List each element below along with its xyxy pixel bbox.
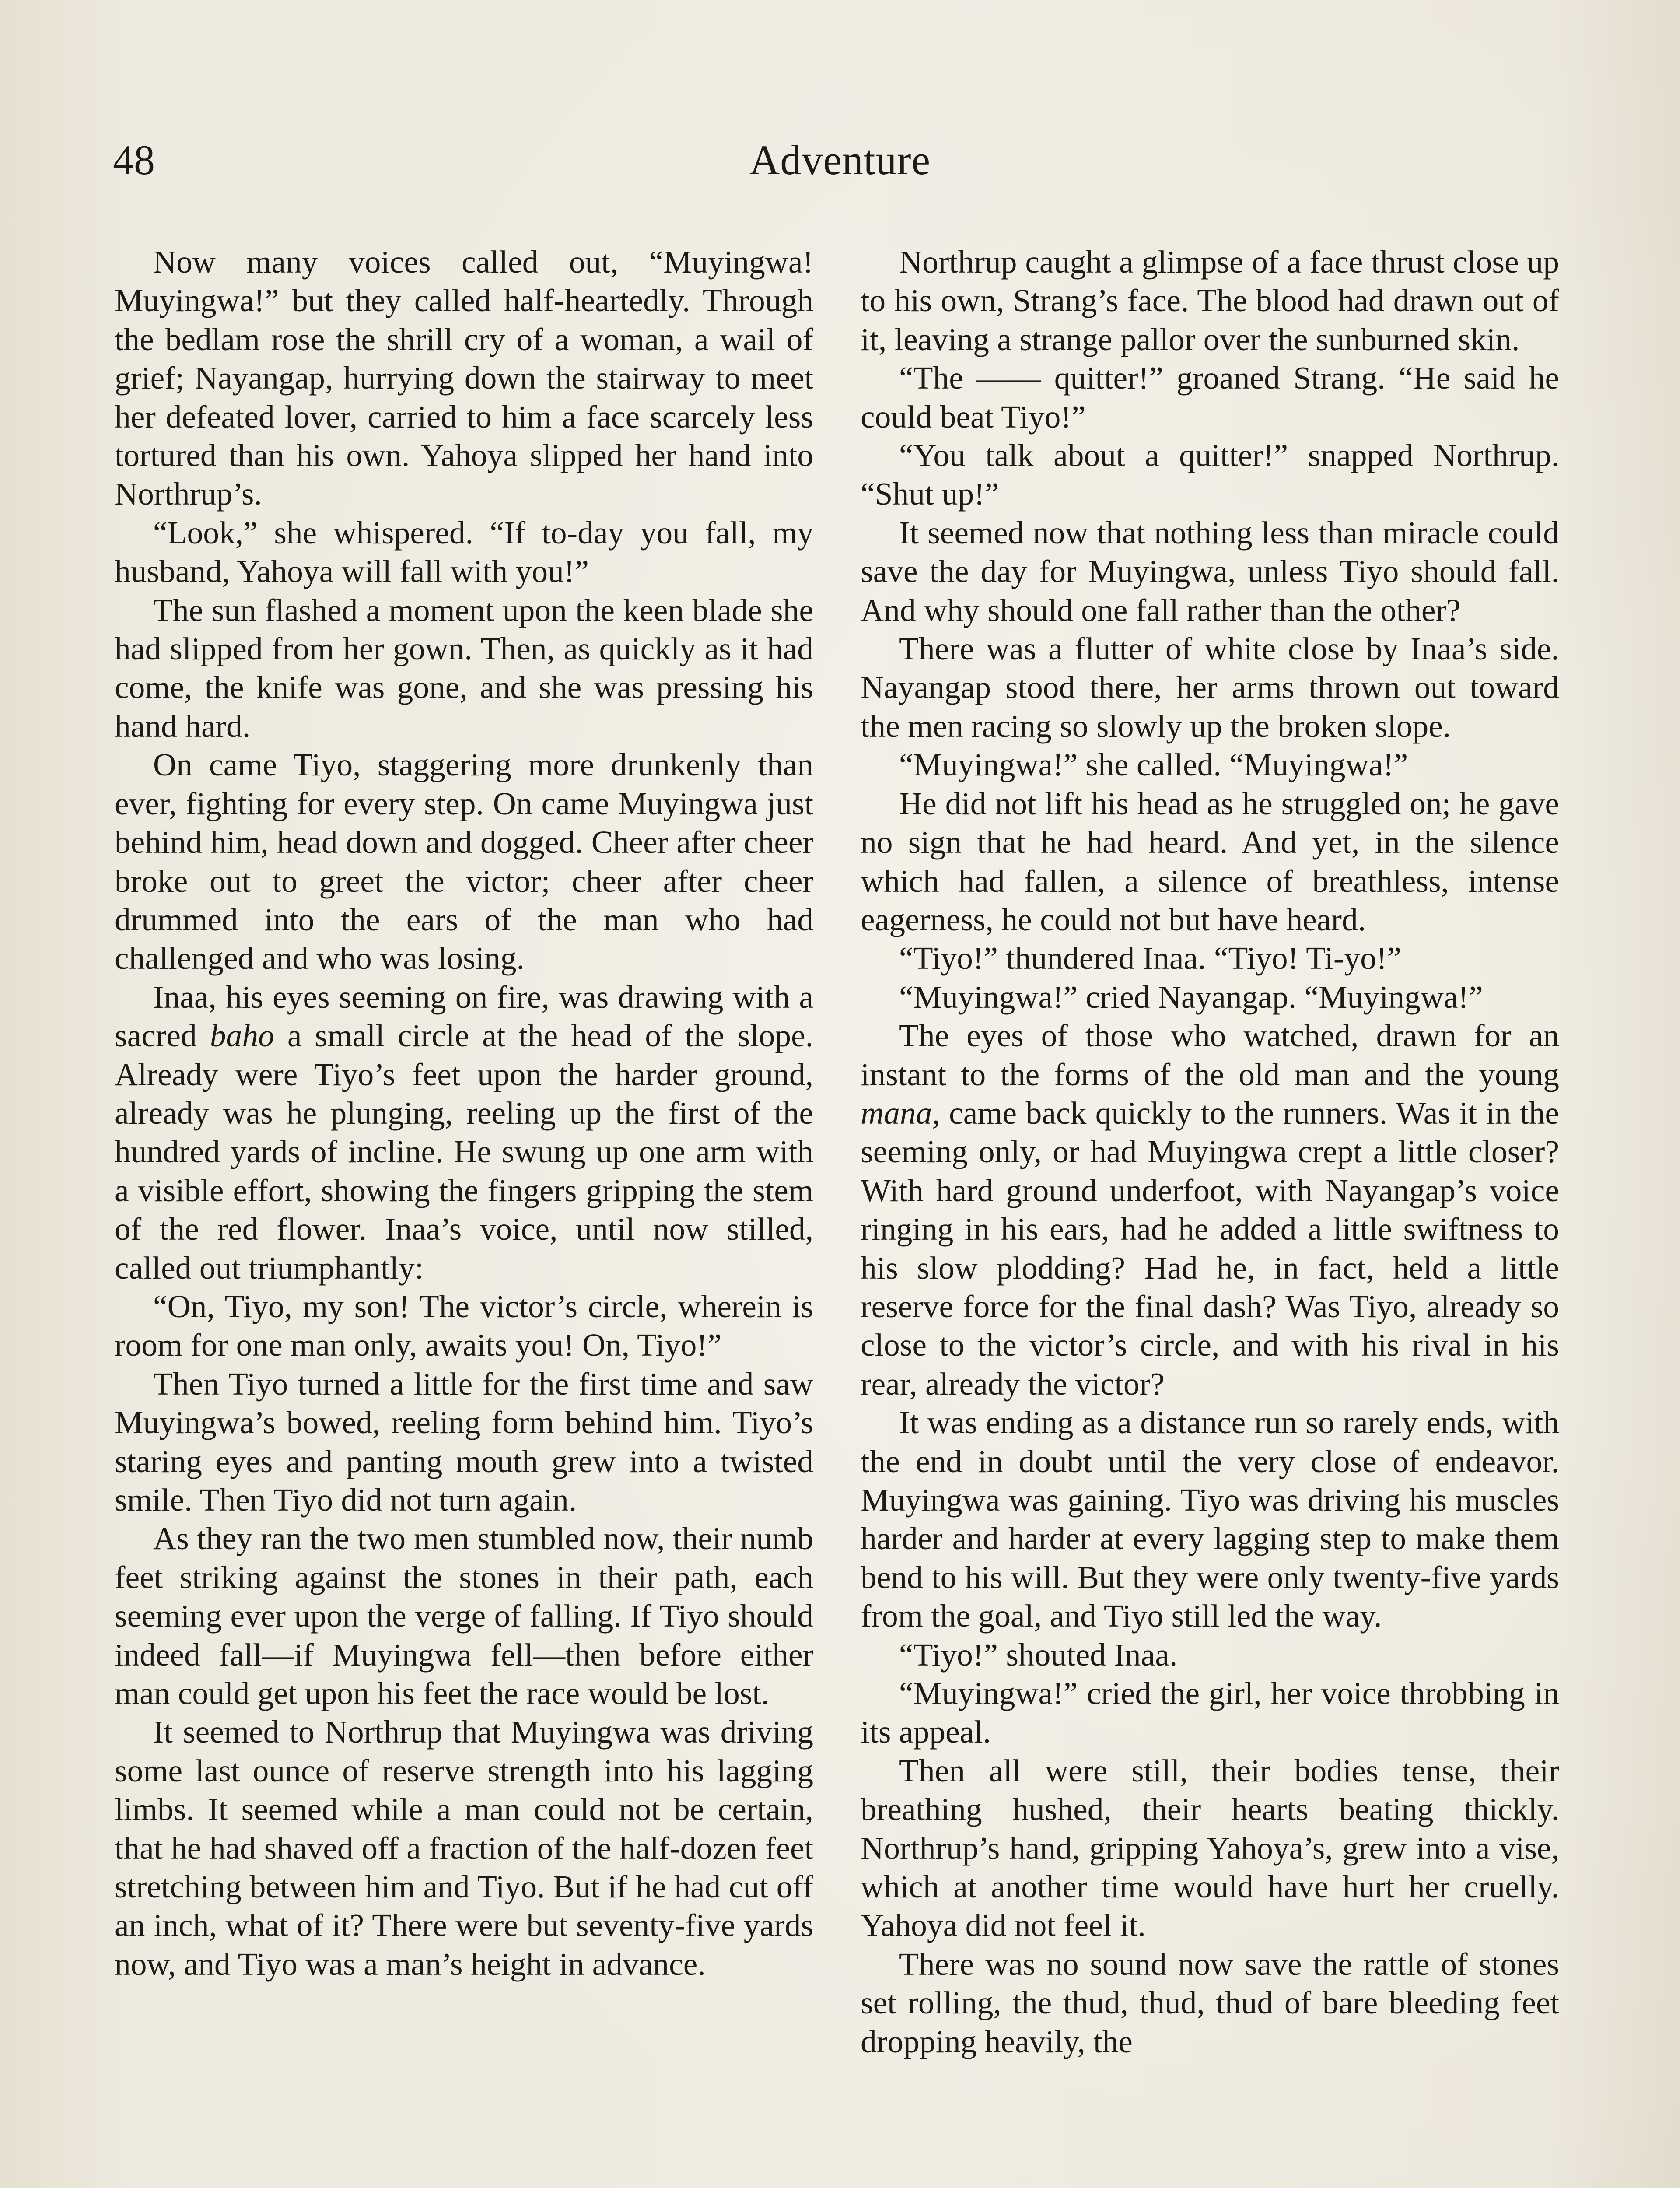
paragraph: “Muyingwa!” cried the girl, her voice throbbing in its appeal.: [861, 1676, 1559, 1750]
paragraph: “Tiyo!” thundered Inaa. “Tiyo! Ti-yo!”: [899, 940, 1402, 976]
paragraph: “Muyingwa!” cried Nayangap. “Muyingwa!”: [899, 979, 1483, 1015]
paragraph: Then Tiyo turned a little for the first time and saw Muyingwa’s bowed, reeling form behind him. Tiyo’s staring eyes and panting mouth grew into a twisted smile. Then Tiyo did not turn again.: [115, 1366, 813, 1518]
paragraph: “The —— quitter!” groaned Strang. “He said he could beat Tiyo!”: [861, 360, 1559, 435]
paragraph: On came Tiyo, staggering more drunkenly than ever, fighting for every step. On came Muyingwa just behind him, head down and dogged. Cheer after cheer broke out to greet the victor; cheer after cheer drummed into the ears of the man who had challenged and who was losing.: [115, 747, 813, 976]
paragraph: Now many voices called out, “Muyingwa! Muyingwa!” but they called half-heartedly. Through the bedlam rose the shrill cry of a woman, a wail of grief; Nayangap, hurrying down the stairway to meet her defeated lover, carried to him a face scarcely less tortured than his own. Yahoya slipped her hand into Northrup’s.: [115, 244, 813, 512]
paragraph: There was no sound now save the rattle of stones set rolling, the thud, thud, thud of bare bleeding feet dropping heavily, the: [861, 1946, 1559, 2059]
paragraph: He did not lift his head as he struggled on; he gave no sign that he had heard. And yet, in the silence which had fallen, a silence of breathless, intense eagerness, he could not but have heard.: [861, 785, 1559, 937]
paragraph: Then all were still, their bodies tense, their breathing hushed, their hearts beating thickly. Northrup’s hand, gripping Yahoya’s, grew into a vise, which at another time would have hurt her cruelly. Yahoya did not feel it.: [861, 1753, 1559, 1943]
paragraph: “Look,” she whispered. “If to-day you fall, my husband, Yahoya will fall with you!”: [115, 515, 813, 589]
paragraph: “Tiyo!” shouted Inaa.: [899, 1637, 1178, 1673]
paragraph: “On, Tiyo, my son! The victor’s circle, wherein is room for one man only, awaits you! On, Tiyo!”: [115, 1288, 813, 1363]
paragraph: Northrup caught a glimpse of a face thrust close up to his own, Strang’s face. The blood had drawn out of it, leaving a strange pallor over the sunburned skin.: [861, 244, 1559, 357]
paragraph: As they ran the two men stumbled now, their numb feet striking against the stones in their path, each seeming ever upon the verge of falling. If Tiyo should indeed fall—if Muyingwa fell—then before either man could get upon his feet the race would be lost.: [115, 1521, 813, 1711]
left-text-column: [115, 243, 813, 1984]
right-text-column: [861, 243, 1559, 2061]
paragraph: “You talk about a quitter!” snapped Northrup. “Shut up!”: [861, 438, 1559, 512]
paragraph: It seemed to Northrup that Muyingwa was driving some last ounce of reserve strength into his lagging limbs. It seemed while a man could not be certain, that he had shaved off a fraction of the half-dozen feet stretching between him and Tiyo. But if he had cut off an inch, what of it? There were but seventy-five yards now, and Tiyo was a man’s height in advance.: [115, 1714, 813, 1982]
paragraph: It seemed now that nothing less than miracle could save the day for Muyingwa, unless Tiyo should fall. And why should one fall rather than the other?: [861, 515, 1559, 628]
paragraph: Inaa, his eyes seeming on fire, was drawing with a sacred baho a small circle at the head of the slope. Already were Tiyo’s feet upon the harder ground, already was he plunging, reeling up the first of the hundred yards of incline. He swung up one arm with a visible effort, showing the fingers gripping the stem of the red flower. Inaa’s voice, until now stilled, called out triumphantly:: [115, 979, 813, 1286]
paragraph: There was a flutter of white close by Inaa’s side. Nayangap stood there, her arms thrown out toward the men racing so slowly up the broken slope.: [861, 631, 1559, 744]
paragraph: The eyes of those who watched, drawn for an instant to the forms of the old man and the young mana, came back quickly to the runners. Was it in the seeming only, or had Muyingwa crept a little closer? With hard ground underfoot, with Nayangap’s voice ringing in his ears, had he added a little swiftness to his slow plodding? Had he, in fact, held a little reserve force for the final dash? Was Tiyo, already so close to the victor’s circle, and with his rival in his rear, already the victor?: [861, 1018, 1559, 1402]
paragraph: It was ending as a distance run so rarely ends, with the end in doubt until the very close of endeavor. Muyingwa was gaining. Tiyo was driving his muscles harder and harder at every lagging step to make them bend to his will. But they were only twenty-five yards from the goal, and Tiyo still led the way.: [861, 1405, 1559, 1634]
paragraph: “Muyingwa!” she called. “Muyingwa!”: [899, 747, 1408, 783]
page-number: 48: [113, 137, 155, 183]
running-head-title: Adventure: [749, 137, 931, 183]
paragraph: The sun flashed a moment upon the keen blade she had slipped from her gown. Then, as quickly as it had come, the knife was gone, and she was pressing his hand hard.: [115, 592, 813, 744]
